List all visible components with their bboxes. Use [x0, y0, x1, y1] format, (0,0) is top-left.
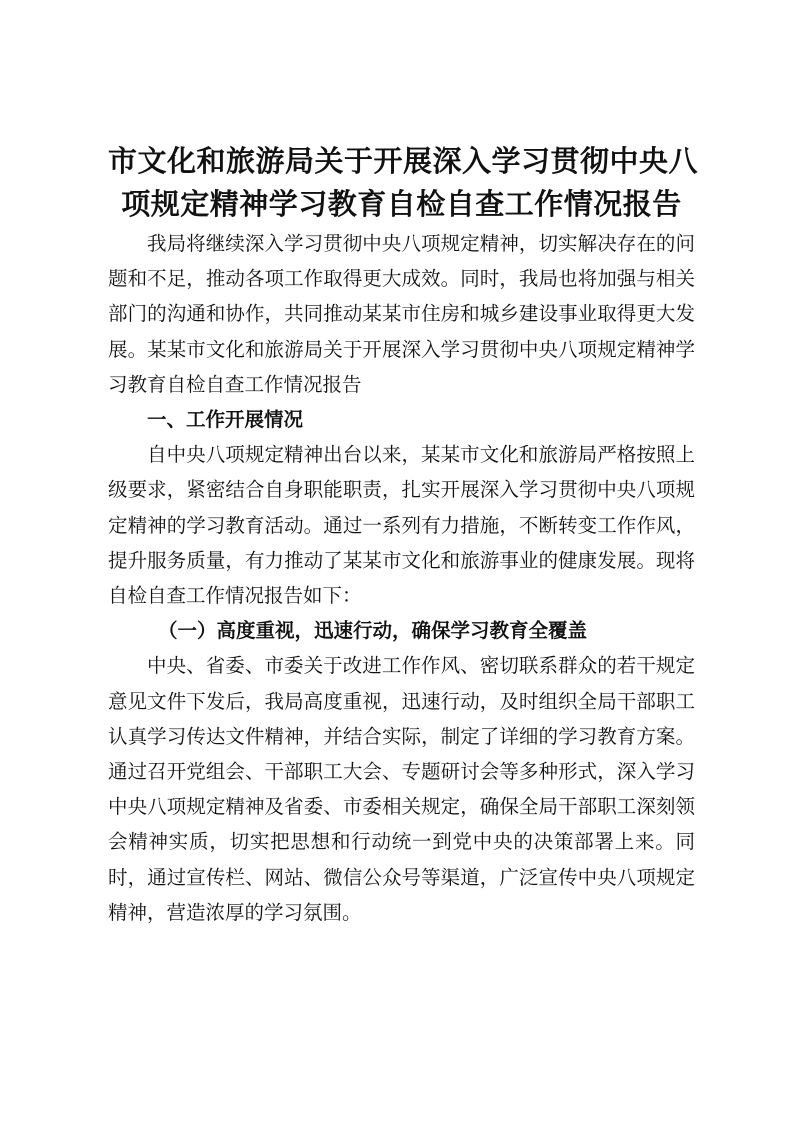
- section-1-paragraph: 自中央八项规定精神出台以来，某某市文化和旅游局严格按照上级要求，紧密结合自身职能职责，扎实开展深入学习贯彻中央八项规定精神的学习教育活动。通过一系列有力措施，不断转变工作作风，提升服务质量，有力推动了某某市文化和旅游事业的健康发展。现将自检自查工作情况报告如下：: [108, 443, 695, 608]
- subsection-1-paragraph: 中央、省委、市委关于改进工作作风、密切联系群众的若干规定意见文件下发后，我局高度重视，迅速行动，及时组织全局干部职工认真学习传达文件精神，并结合实际，制定了详细的学习教育方案。通过召开党组会、干部职工大会、专题研讨会等多种形式，深入学习中央八项规定精神及省委、市委相关规定，确保全局干部职工深刻领会精神实质，切实把思想和行动统一到党中央的决策部署上来。同时，通过宣传栏、网站、微信公众号等渠道，广泛宣传中央八项规定精神，营造浓厚的学习氛围。: [108, 654, 695, 924]
- subsection-1-heading: （一）高度重视，迅速行动，确保学习教育全覆盖: [158, 619, 588, 643]
- section-1-heading: 一、工作开展情况: [147, 408, 304, 432]
- title-line-2: 项规定精神学习教育自检自查工作情况报告: [121, 187, 682, 221]
- title-line-1: 市文化和旅游局关于开展深入学习贯彻中央八: [108, 144, 699, 178]
- document-page: [108, 140, 699, 930]
- document-title: [108, 140, 699, 226]
- intro-paragraph: 我局将继续深入学习贯彻中央八项规定精神，切实解决存在的问题和不足，推动各项工作取得更大成效。同时，我局也将加强与相关部门的沟通和协作，共同推动某某市住房和城乡建设事业取得更大发展。某某市文化和旅游局关于开展深入学习贯彻中央八项规定精神学习教育自检自查工作情况报告: [108, 232, 695, 396]
